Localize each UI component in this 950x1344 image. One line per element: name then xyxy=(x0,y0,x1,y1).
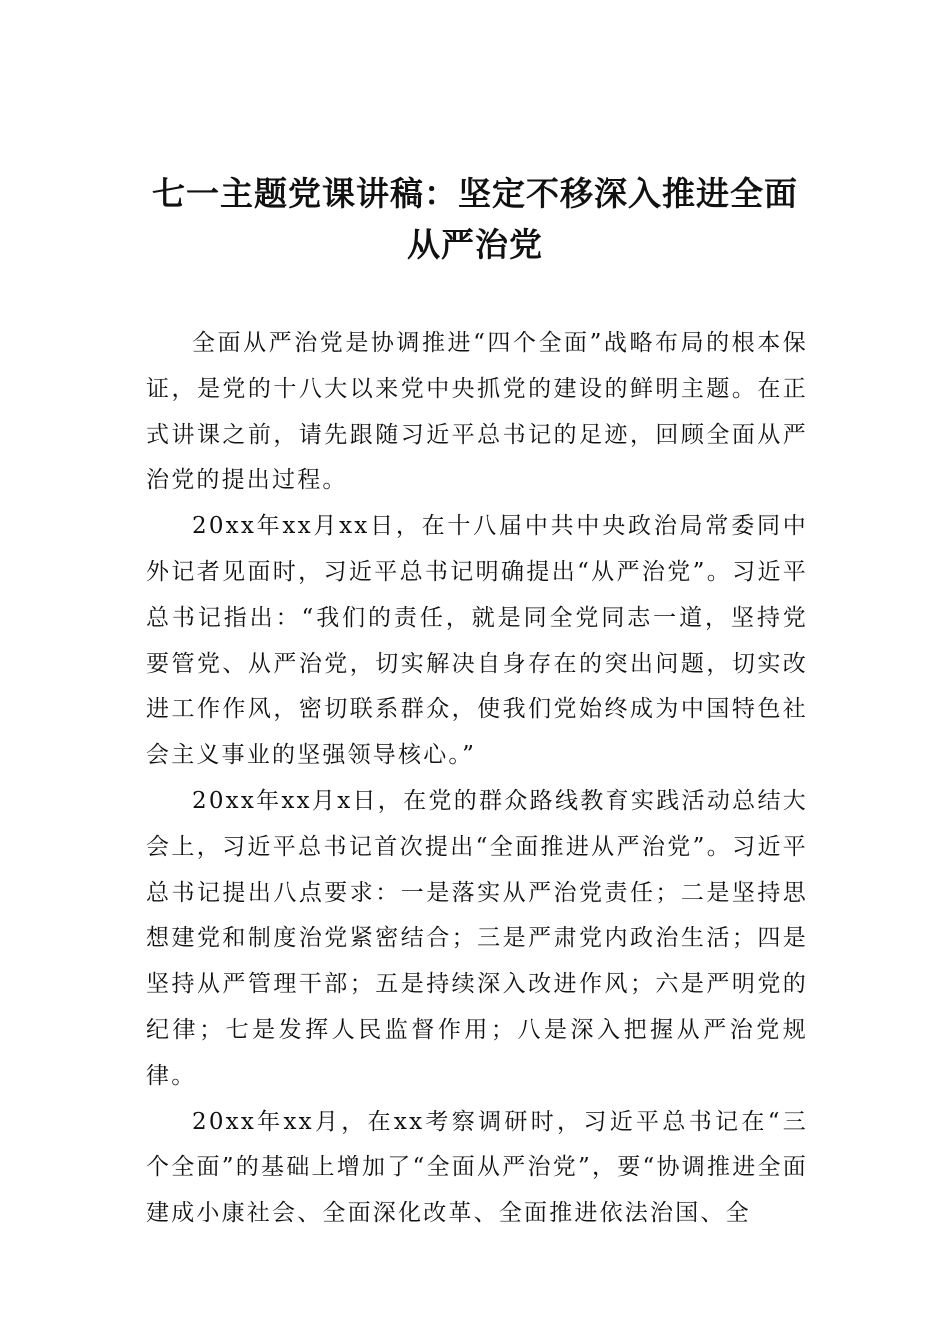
paragraph-press-conference: 20xx年xx月xx日，在十八届中共中央政治局常委同中外记者见面时，习近平总书记明确提出“从严治党”。习近平总书记指出：“我们的责任，就是同全党同志一道，坚持党要管党、从严治党，切实解决自身存在的突出问题，切实改进工作作风，密切联系群众，使我们党始终成为中国特色社会主义事业的坚强领导核心。” xyxy=(146,513,808,769)
document-title: 七一主题党课讲稿：坚定不移深入推进全面从严治党 xyxy=(152,174,798,264)
paragraph-intro: 全面从严治党是协调推进“四个全面”战略布局的根本保证，是党的十八大以来党中央抓党的建设的鲜明主题。在正式讲课之前，请先跟随习近平总书记的足迹，回顾全面从严治党的提出过程。 xyxy=(146,330,808,494)
paragraph-eight-requirements: 20xx年xx月x日，在党的群众路线教育实践活动总结大会上，习近平总书记首次提出“全面推进从严治党”。习近平总书记提出八点要求：一是落实从严治党责任；二是坚持思想建党和制度治党紧密结合；三是严肃党内政治生活；四是坚持从严管理干部；五是持续深入改进作风；六是严明党的纪律；七是发挥人民监督作用；八是深入把握从严治党规律。 xyxy=(146,787,808,1089)
paragraph-four-comprehensives: 20xx年xx月，在xx考察调研时，习近平总书记在“三个全面”的基础上增加了“全面从严治党”，要“协调推进全面建成小康社会、全面深化改革、全面推进依法治国、全 xyxy=(146,1108,808,1227)
document-body xyxy=(146,321,808,1237)
